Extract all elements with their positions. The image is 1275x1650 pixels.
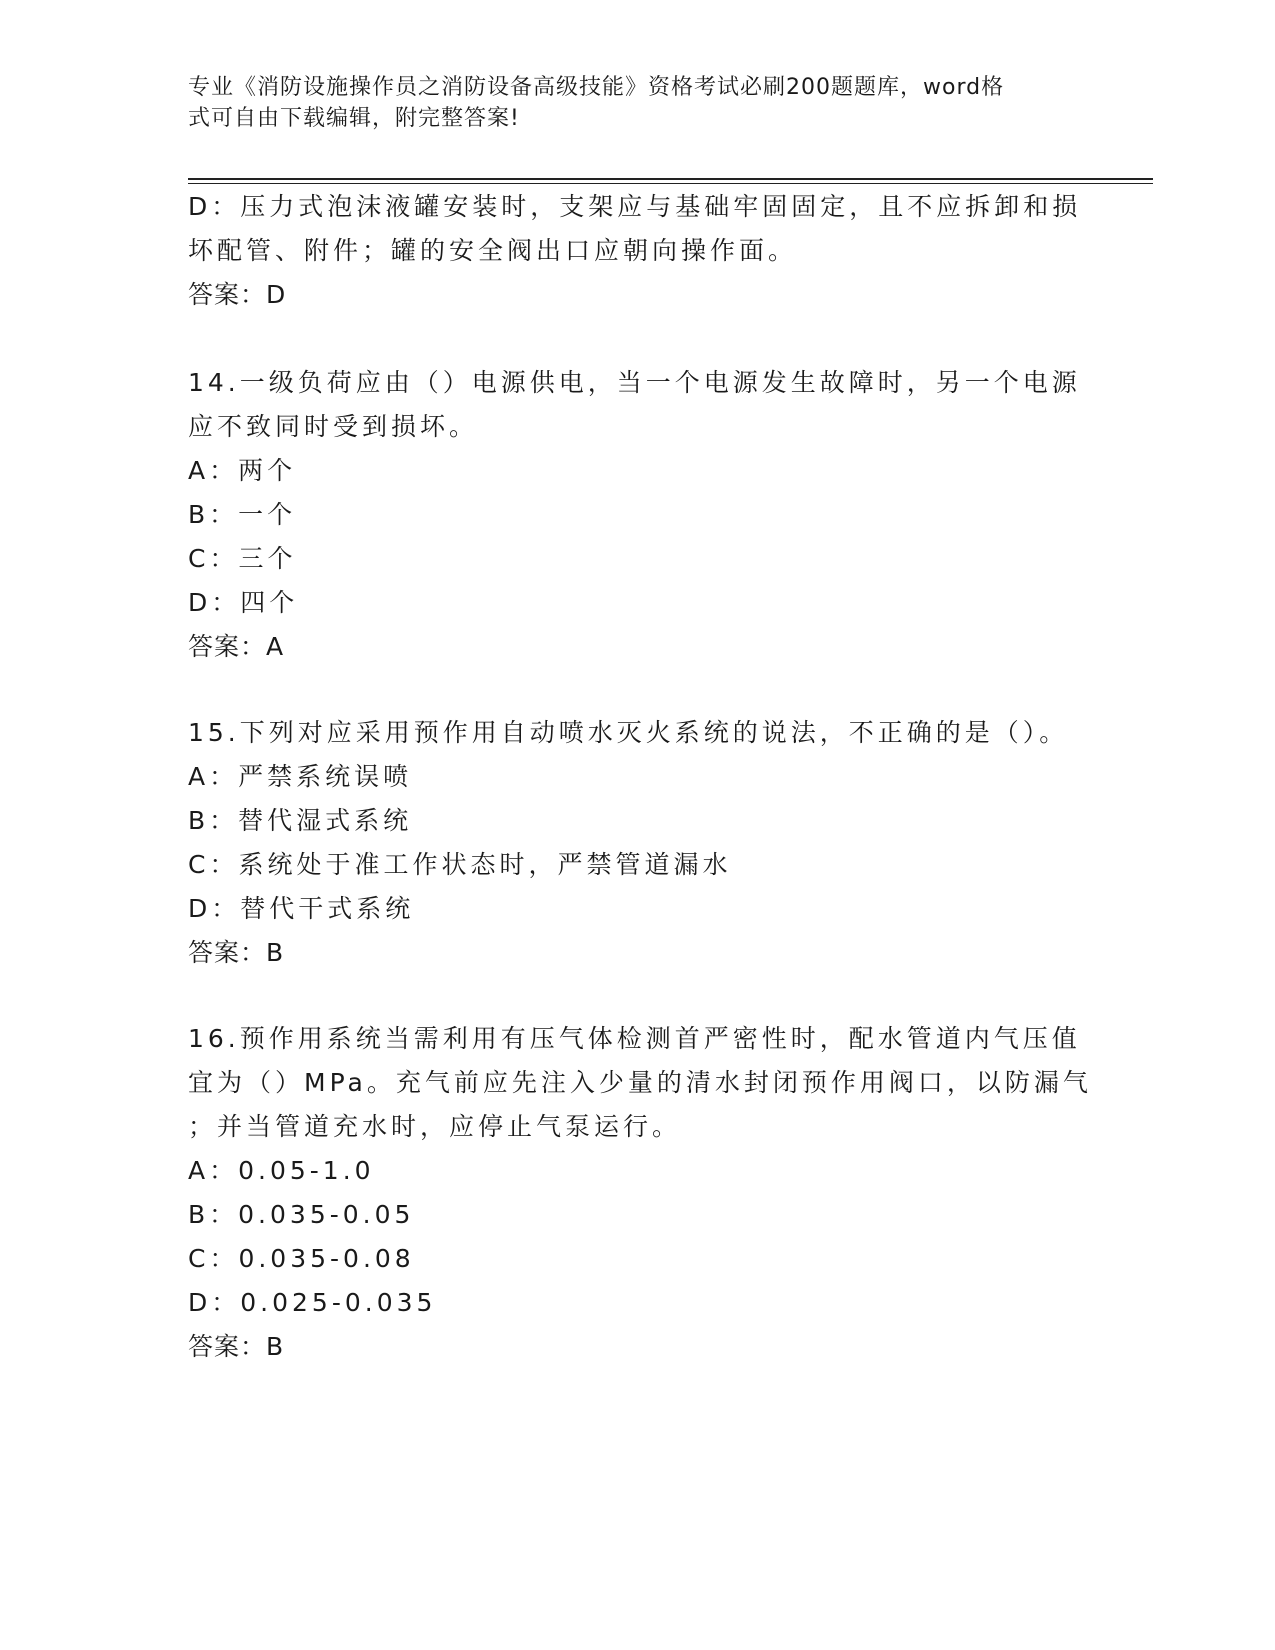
q14-stem-line-2: 应不致同时受到损坏。 (188, 412, 479, 441)
q13-option-d-line-2: 坏配管、附件；罐的安全阀出口应朝向操作面。 (188, 236, 798, 265)
q13-option-d-line-1: D：压力式泡沫液罐安装时，支架应与基础牢固固定，且不应拆卸和损 (188, 192, 1082, 221)
q14-answer: 答案：A (188, 632, 285, 661)
header-line-1: 专业《消防设施操作员之消防设备高级技能》资格考试必刷200题题库，word格 (188, 75, 1005, 100)
q16-answer: 答案：B (188, 1332, 285, 1361)
q16-stem-line-1: 16.预作用系统当需利用有压气体检测首严密性时，配水管道内气压值 (188, 1024, 1081, 1053)
header-line-2: 式可自由下载编辑，附完整答案! (188, 106, 520, 131)
q14-option-b: B：一个 (188, 500, 297, 529)
q14-stem-line-1: 14.一级负荷应由（）电源供电，当一个电源发生故障时，另一个电源 (188, 368, 1081, 397)
q16-option-a: A：0.05-1.0 (188, 1156, 375, 1185)
q15-answer: 答案：B (188, 938, 285, 967)
q15-option-b: B：替代湿式系统 (188, 806, 413, 835)
q15-option-c: C：系统处于准工作状态时，严禁管道漏水 (188, 850, 732, 879)
header-rule-thick (188, 178, 1153, 180)
header-rule-thin (188, 183, 1153, 184)
q14-option-d: D：四个 (188, 588, 299, 617)
q13-answer: 答案：D (188, 280, 287, 309)
q16-option-d: D：0.025-0.035 (188, 1288, 437, 1317)
q16-option-b: B：0.035-0.05 (188, 1200, 415, 1229)
q14-option-c: C：三个 (188, 544, 297, 573)
q16-stem-line-3: ；并当管道充水时，应停止气泵运行。 (188, 1112, 682, 1141)
q15-option-d: D：替代干式系统 (188, 894, 415, 923)
q14-option-a: A：两个 (188, 456, 297, 485)
q15-option-a: A：严禁系统误喷 (188, 762, 413, 791)
q16-stem-line-2: 宜为（）MPa。充气前应先注入少量的清水封闭预作用阀口，以防漏气 (188, 1068, 1092, 1097)
q16-option-c: C：0.035-0.08 (188, 1244, 415, 1273)
q15-stem-line-1: 15.下列对应采用预作用自动喷水灭火系统的说法，不正确的是（）。 (188, 718, 1069, 747)
document-header (188, 72, 1078, 134)
